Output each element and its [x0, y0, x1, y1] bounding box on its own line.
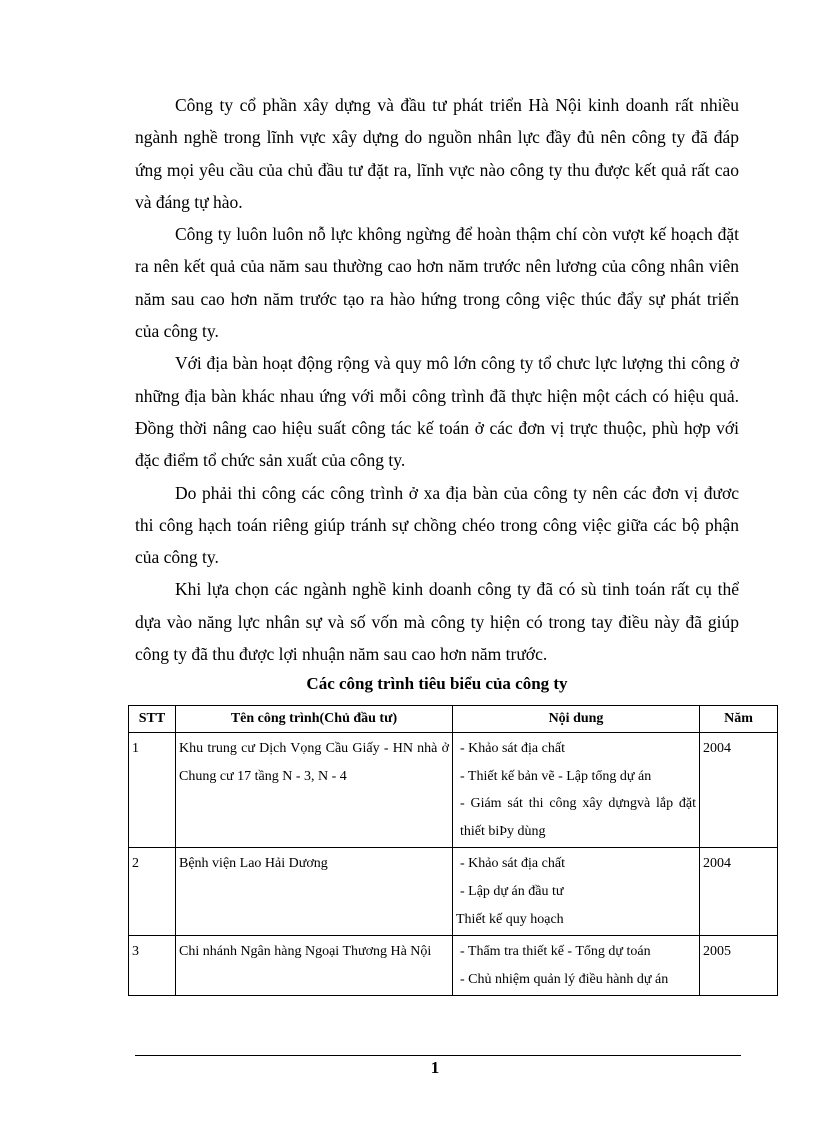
task-line: - Khảo sát địa chất	[460, 856, 565, 872]
task-line: - Chủ nhiệm quản lý điều hành dự án	[460, 971, 669, 987]
header-year: Năm	[700, 706, 778, 733]
paragraph-5: Khi lựa chọn các ngành nghề kinh doanh công ty đã có sù tinh toán rất cụ thể dựa vào năng lực nhân sự và số vốn mà công ty hiện có trong tay điều này đã giúp công ty đã thu được lợi nhuận năm sau cao hơn năm trước.	[135, 579, 739, 665]
cell-content	[453, 733, 700, 848]
cell-stt: 1	[129, 733, 176, 848]
body-text	[135, 89, 739, 670]
task-line: - Lập dự án đầu tư	[460, 883, 564, 899]
footer-divider	[135, 1055, 741, 1056]
cell-year: 2004	[700, 848, 778, 936]
paragraph-3: Với địa bàn hoạt động rộng và quy mô lớn công ty tổ chưc lực lượng thi công ở những địa bàn khác nhau ứng với mỗi công trình đã thực hiện một cách có hiệu quả. Đồng thời nâng cao hiệu suất công tác kế toán ở các đơn vị trực thuộc, phù hợp với đặc điểm tổ chức sản xuất của công ty.	[135, 353, 739, 471]
task-line: - Thiết kế bản vẽ - Lập tổng dự án	[460, 768, 652, 784]
paragraph-2: Công ty luôn luôn nỗ lực không ngừng để hoàn thậm chí còn vượt kế hoạch đặt ra nên kết quả của năm sau thường cao hơn năm trước nên lương của công nhân viên năm sau cao hơn năm trước tạo ra hào hứng trong công việc thúc đẩy sự phát triển của công ty.	[135, 224, 739, 342]
cell-project-name: Chi nhánh Ngân hàng Ngoại Thương Hà Nội	[176, 936, 453, 996]
paragraph-4: Do phải thi công các công trình ở xa địa bàn của công ty nên các đơn vị đươc thi công hạch toán riêng giúp tránh sự chồng chéo trong công việc giữa các bộ phận của công ty.	[135, 482, 739, 568]
cell-year: 2004	[700, 733, 778, 848]
cell-stt: 3	[129, 936, 176, 996]
cell-project-name: Bệnh viện Lao Hải Dương	[176, 848, 453, 936]
cell-project-name: Khu trung cư Dịch Vọng Cầu Giấy - HN nhà ở Chung cư 17 tầng N - 3, N - 4	[176, 733, 453, 848]
header-content: Nội dung	[453, 706, 700, 733]
projects-table	[128, 705, 778, 996]
header-stt: STT	[129, 706, 176, 733]
table-title: Các công trình tiêu biểu của công ty	[306, 674, 568, 693]
table-row	[129, 733, 778, 848]
task-line: Thiết kế quy hoạch	[456, 911, 564, 927]
paragraph-1: Công ty cổ phần xây dựng và đầu tư phát triển Hà Nội kinh doanh rất nhiều ngành nghề trong lĩnh vực xây dựng do nguồn nhân lực đầy đủ nên công ty đã đáp ứng mọi yêu cầu của chủ đầu tư đặt ra, lĩnh vực nào công ty thu được kết quả rất cao và đáng tự hào.	[135, 95, 739, 212]
task-line: - Thẩm tra thiết kế - Tổng dự toán	[460, 944, 651, 960]
cell-content	[453, 848, 700, 936]
cell-year: 2005	[700, 936, 778, 996]
page-number: 1	[430, 1058, 440, 1077]
task-line: - Khảo sát địa chất	[460, 741, 565, 756]
task-line: - Giám sát thi công xây dựngvà lắp đặt thiết biÞy dùng	[460, 796, 696, 839]
table-row	[129, 848, 778, 936]
cell-content	[453, 936, 700, 996]
cell-stt: 2	[129, 848, 176, 936]
table-header-row	[129, 706, 778, 733]
header-name: Tên công trình(Chủ đầu tư)	[176, 706, 453, 733]
table-row	[129, 936, 778, 996]
